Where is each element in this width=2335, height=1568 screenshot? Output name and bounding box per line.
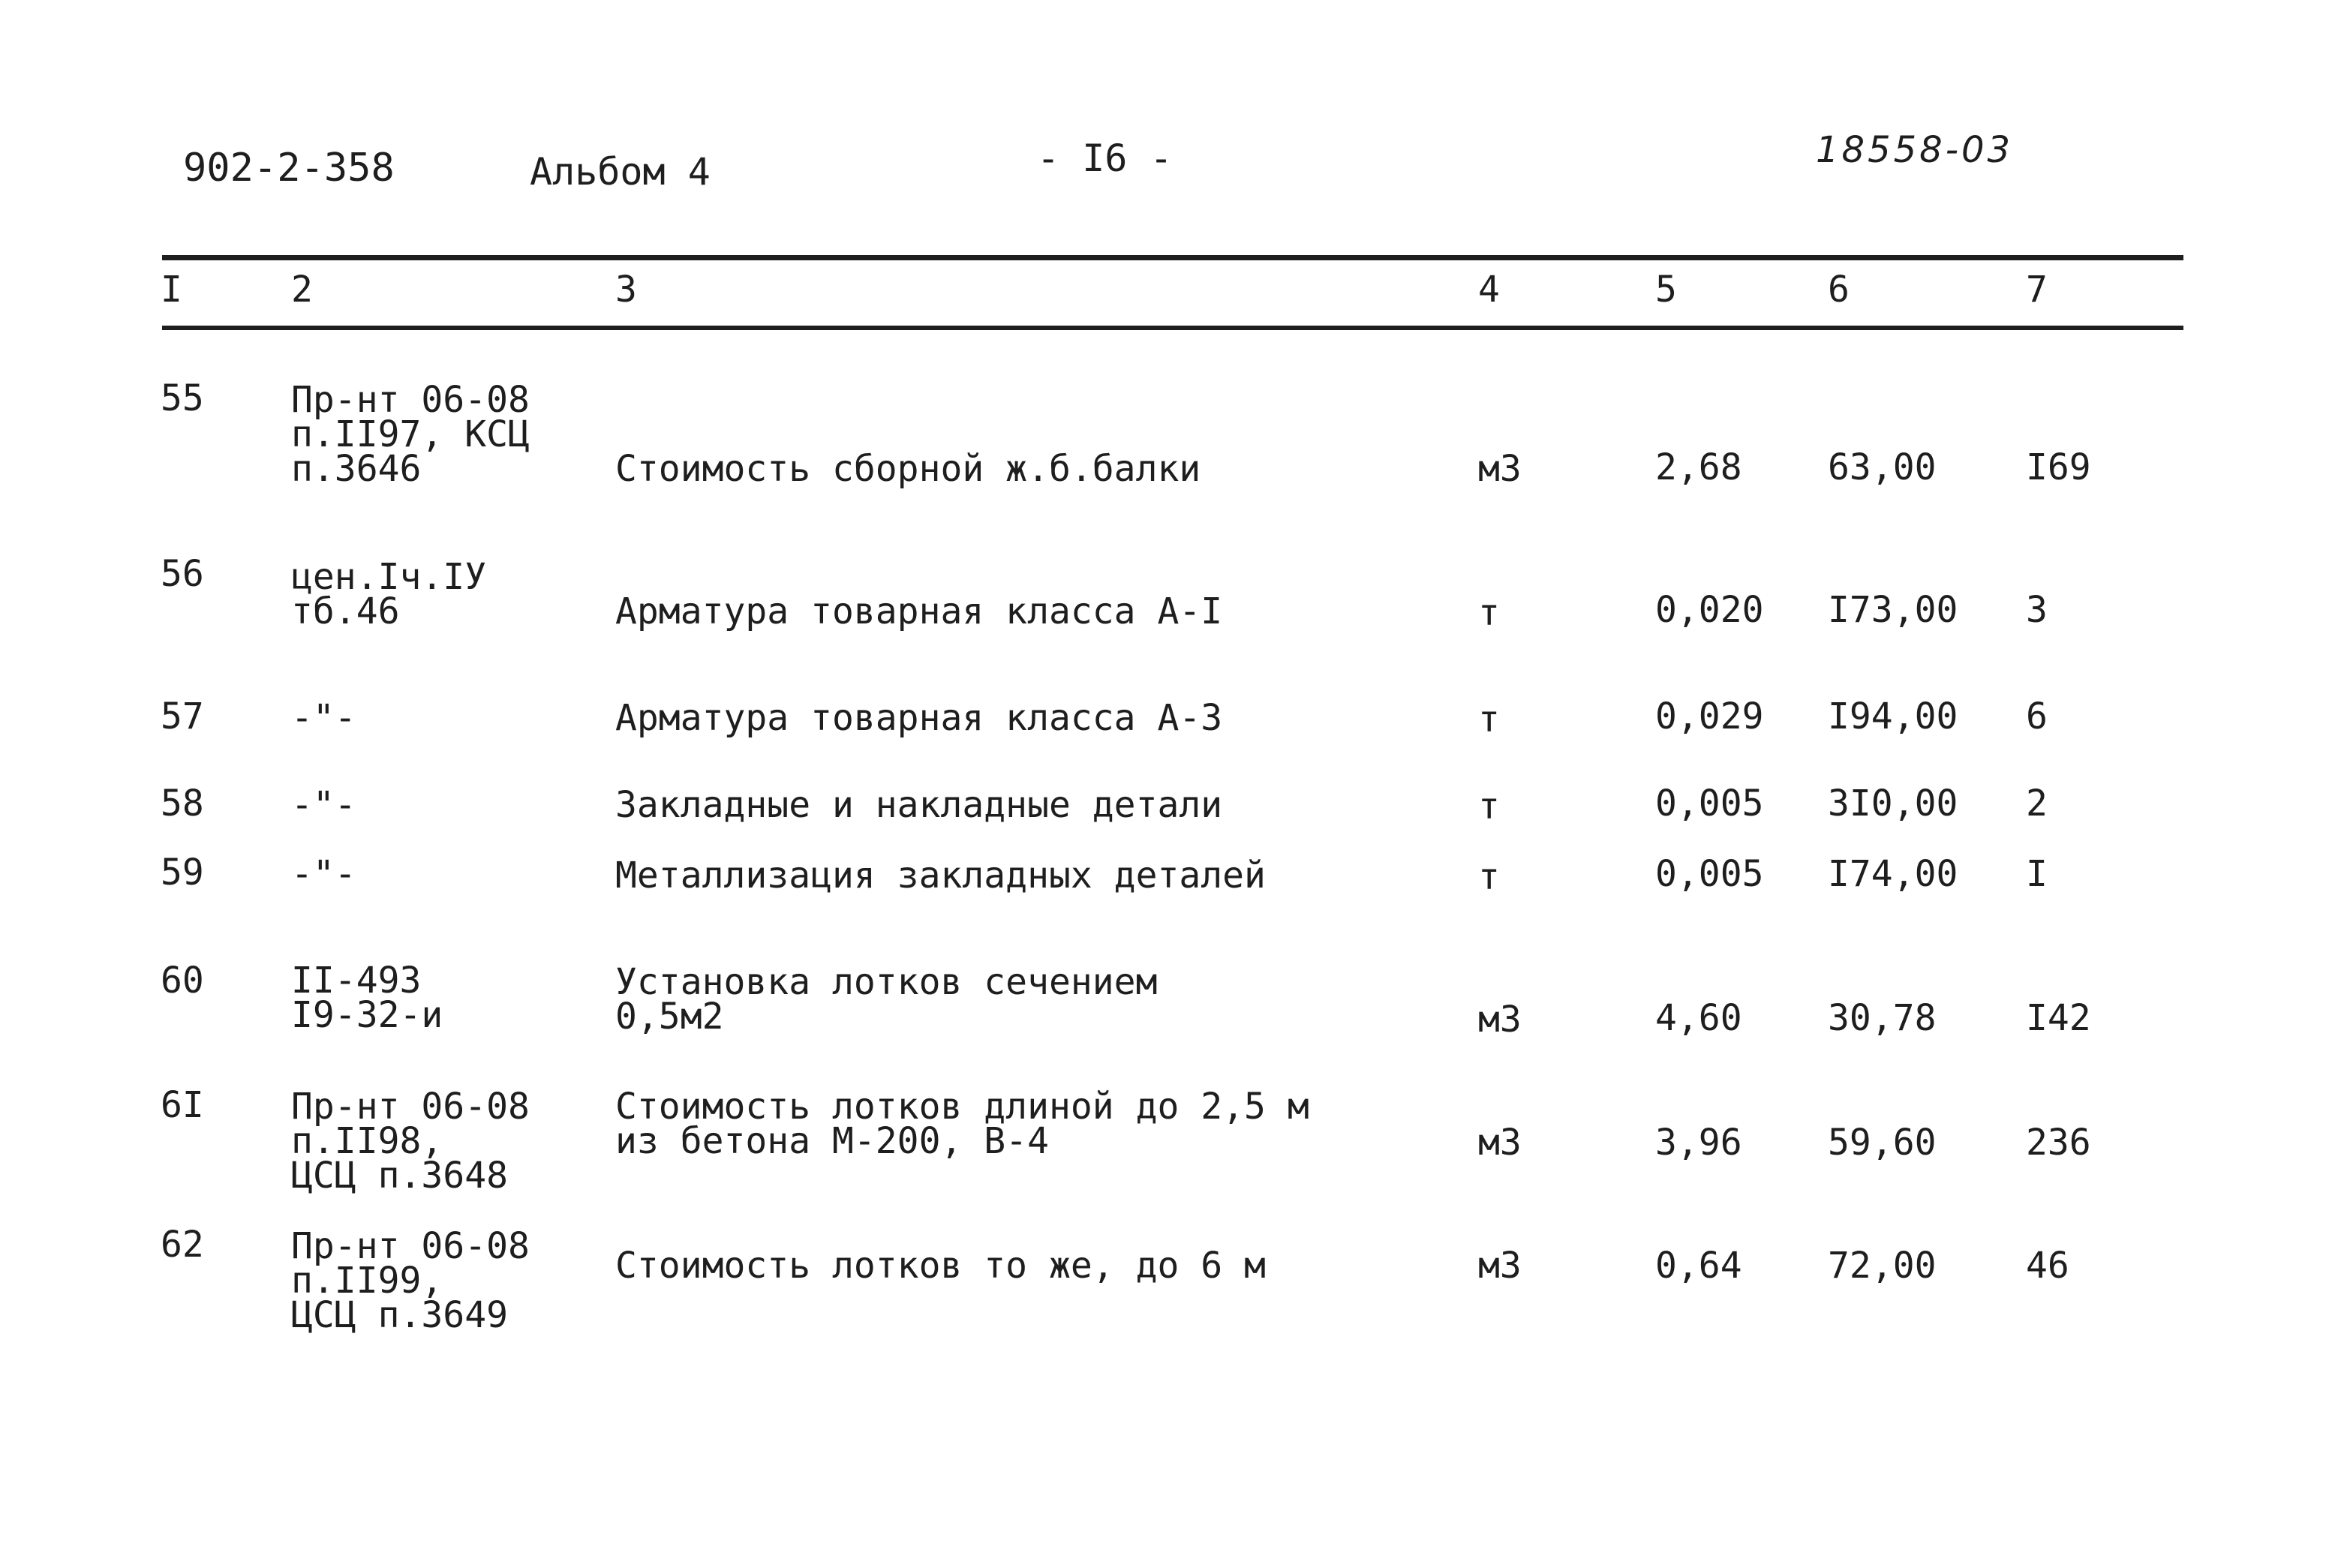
row-quantity: 0,005: [1655, 853, 1764, 895]
row-price: 63,00: [1828, 446, 1937, 488]
row-unit: т: [1478, 698, 1500, 740]
row-description: Арматура товарная класса А-I: [615, 590, 1223, 632]
row-number: 62: [161, 1224, 204, 1266]
row-number: 6I: [161, 1084, 204, 1126]
row-reference: Пр-нт 06-08 п.II99, ЦСЦ п.3649: [291, 1225, 530, 1336]
row-reference: -"-: [291, 697, 356, 739]
row-unit: м3: [1478, 999, 1522, 1041]
row-quantity: 2,68: [1655, 446, 1742, 488]
row-unit: м3: [1478, 448, 1522, 490]
row-total: 46: [2026, 1245, 2069, 1287]
row-total: 2: [2026, 782, 2048, 825]
row-description: Стоимость лотков длиной до 2,5 м из бетона М-200, В-4: [615, 1086, 1309, 1162]
column-header: 3: [615, 269, 637, 311]
row-price: 72,00: [1828, 1245, 1937, 1287]
archive-number: 18558-03: [1816, 129, 2014, 171]
row-number: 56: [161, 553, 204, 595]
row-total: 236: [2026, 1122, 2091, 1164]
row-unit: т: [1478, 786, 1500, 828]
row-description: Закладные и накладные детали: [615, 784, 1223, 826]
column-header: 5: [1655, 269, 1677, 311]
row-total: I: [2026, 853, 2048, 895]
row-reference: Пр-нт 06-08 п.II98, ЦСЦ п.3648: [291, 1086, 530, 1197]
row-unit: м3: [1478, 1245, 1522, 1287]
page-number: - I6 -: [1037, 137, 1173, 180]
row-price: I94,00: [1828, 695, 1958, 737]
row-quantity: 0,005: [1655, 782, 1764, 825]
row-total: I42: [2026, 997, 2091, 1039]
row-number: 60: [161, 960, 204, 1002]
row-price: I74,00: [1828, 853, 1958, 895]
row-unit: м3: [1478, 1122, 1522, 1164]
row-total: I69: [2026, 446, 2091, 488]
row-number: 58: [161, 782, 204, 825]
album-label: Альбом 4: [530, 150, 711, 194]
row-number: 57: [161, 695, 204, 737]
row-description: Металлизация закладных деталей: [615, 855, 1266, 897]
row-reference: II-493 I9-32-и: [291, 960, 443, 1036]
row-quantity: 3,96: [1655, 1122, 1742, 1164]
table-top-rule: [162, 255, 2183, 260]
row-quantity: 4,60: [1655, 997, 1742, 1039]
row-reference: -"-: [291, 784, 356, 826]
column-header: 2: [291, 269, 313, 311]
row-quantity: 0,029: [1655, 695, 1764, 737]
row-description: Стоимость лотков то же, до 6 м: [615, 1245, 1266, 1287]
row-quantity: 0,64: [1655, 1245, 1742, 1287]
row-total: 3: [2026, 589, 2048, 631]
column-header: I: [161, 269, 182, 311]
row-price: 59,60: [1828, 1122, 1937, 1164]
row-number: 55: [161, 377, 204, 419]
row-reference: -"-: [291, 853, 356, 895]
row-total: 6: [2026, 695, 2048, 737]
project-code: 902-2-358: [183, 146, 395, 191]
row-price: I73,00: [1828, 589, 1958, 631]
row-reference: Пр-нт 06-08 п.II97, КСЦ п.3646: [291, 379, 530, 490]
row-price: 30,78: [1828, 997, 1937, 1039]
row-price: 3I0,00: [1828, 782, 1958, 825]
table-header-rule: [162, 326, 2183, 330]
row-unit: т: [1478, 856, 1500, 898]
row-quantity: 0,020: [1655, 589, 1764, 631]
row-unit: т: [1478, 592, 1500, 634]
column-header: 7: [2026, 269, 2048, 311]
column-header: 6: [1828, 269, 1850, 311]
row-description: Стоимость сборной ж.б.балки: [615, 448, 1201, 490]
row-number: 59: [161, 852, 204, 894]
column-header: 4: [1478, 269, 1500, 311]
row-description: Арматура товарная класса А-3: [615, 697, 1223, 739]
row-description: Установка лотков сечением 0,5м2: [615, 961, 1158, 1038]
row-reference: цен.Iч.IУ тб.46: [291, 556, 487, 632]
